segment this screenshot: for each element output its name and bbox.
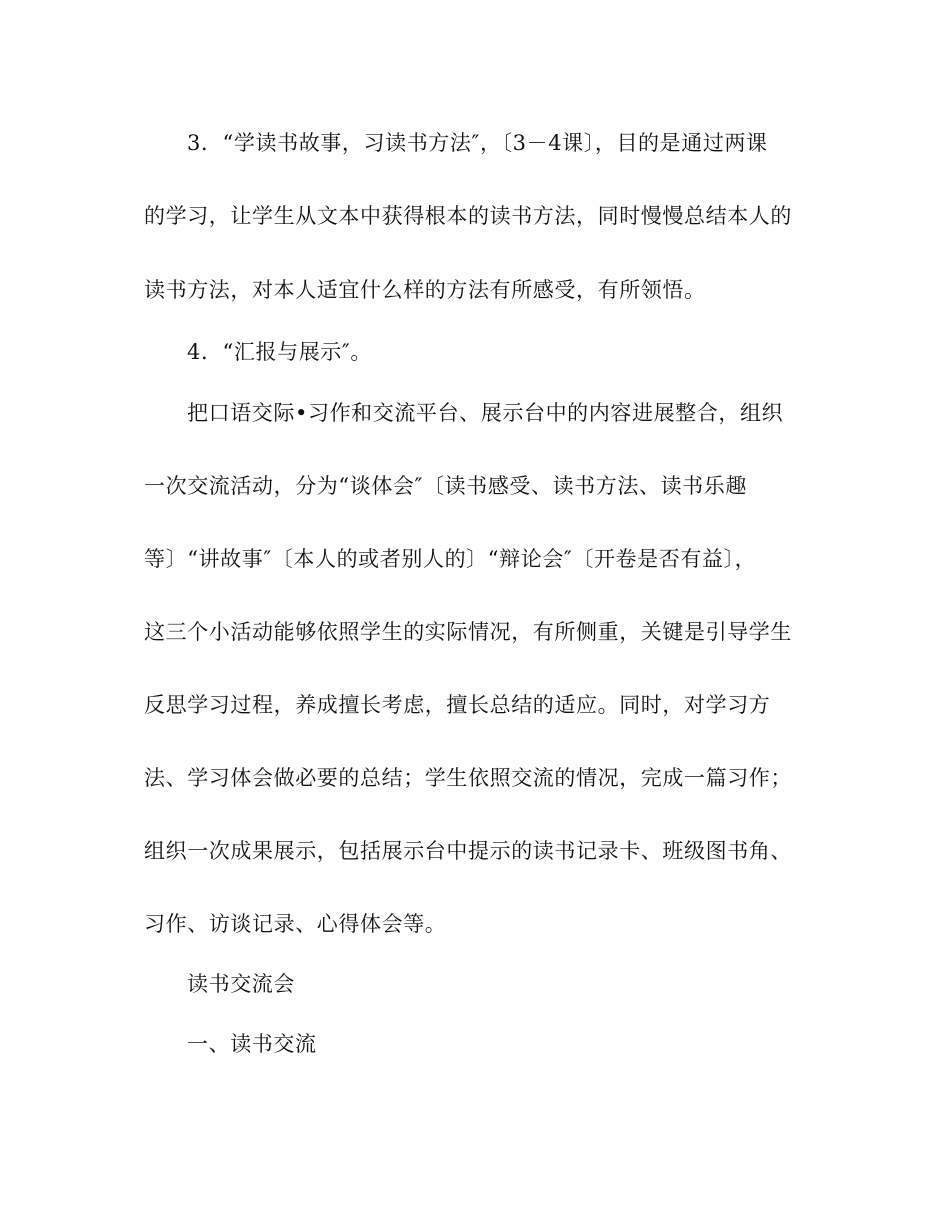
paragraph-line: 读书方法，对本人适宜什么样的方法有所感受，有所领悟。 [144, 278, 706, 302]
section-heading: 读书交流会 [187, 972, 295, 996]
subsection-heading: 一、读书交流 [187, 1032, 317, 1056]
paragraph-line: 3．“学读书故事，习读书方法″，〔3－4课〕，目的是通过两课 [187, 131, 768, 155]
paragraph-line: 组织一次成果展示，包括展示台中提示的读书记录卡、班级图书角、 [144, 839, 792, 863]
paragraph-line: 习作、访谈记录、心得体会等。 [144, 912, 447, 936]
paragraph-line: 反思学习过程，养成擅长考虑，擅长总结的适应。同时，对学习方 [144, 693, 771, 717]
paragraph-line: 把口语交际•习作和交流平台、展示台中的内容进展整合，组织 [187, 401, 784, 425]
paragraph-line: 等〕“讲故事″〔本人的或者别人的〕“辩论会″〔开卷是否有益〕， [144, 547, 757, 571]
paragraph-line: 这三个小活动能够依照学生的实际情况，有所侧重，关键是引导学生 [144, 620, 792, 644]
paragraph-line: 法、学习体会做必要的总结；学生依照交流的情况，完成一篇习作； [144, 766, 792, 790]
paragraph-line: 4．“汇报与展示″。 [187, 340, 372, 364]
paragraph-line: 的学习，让学生从文本中获得根本的读书方法，同时慢慢总结本人的 [144, 204, 792, 228]
paragraph-line: 一次交流活动，分为“谈体会″〔读书感受、读书方法、读书乐趣 [144, 474, 747, 498]
